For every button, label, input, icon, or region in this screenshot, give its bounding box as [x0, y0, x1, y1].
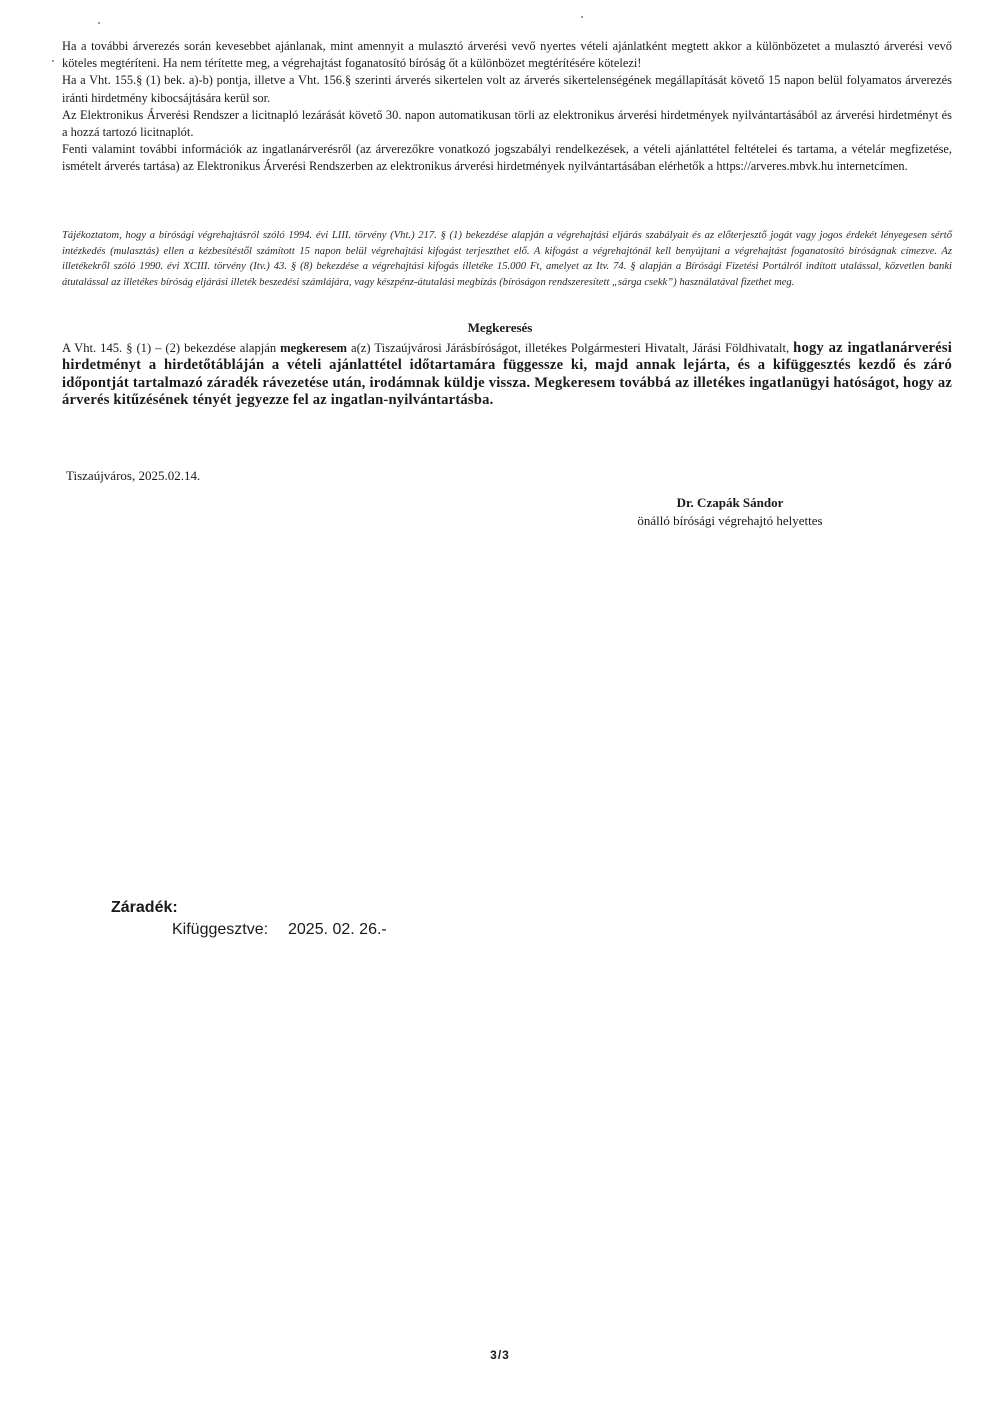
- request-text: A Vht. 145. § (1) – (2) bekezdése alapján: [62, 341, 281, 355]
- signer-title: önálló bírósági végrehajtó helyettes: [637, 513, 823, 528]
- clause-value: 2025. 02. 26.-: [288, 921, 387, 938]
- page-number: 3/3: [490, 1348, 510, 1362]
- intro-paragraph: Fenti valamint további információk az ingatlanárverésről (az árverezőkre vonatkozó jogszabályi rendelkezések, a vételi ajánlattétel feltételei és tartama, a vételár megfizetése, ismételt árverés tartása) az Elektronikus Árverési Rendszerben az elektronikus árverési hirdetmények nyilvántartásában elérhetők a https://arveres.mbvk.hu internetcímen.: [62, 142, 952, 174]
- scan-speck: [52, 60, 54, 62]
- clause-label: Kifüggesztve:: [172, 921, 269, 938]
- intro-paragraph: Ha a Vht. 155.§ (1) bek. a)-b) pontja, illetve a Vht. 156.§ szerinti árverés sikertelen volt az árverés sikertelenségének megállapítását követő 15 napon belül folyamatos árverezés iránti hirdetmény kibocsájtására kerül sor.: [62, 73, 952, 105]
- scan-speck: [98, 22, 100, 24]
- request-bold-text: hogy az ingatlanárverési hirdetményt a hirdetőtábláján a vételi ajánlattétel időtartamára függessze ki, majd annak lejárta, és a kifüggesztés kezdő és záró időpontját tartalmazó záradék rávezetése után, irodámnak küldje vissza. Megkeresem továbbá az illetékes ingatlanügyi hatóságot, hogy az árverés kitűzésének tényét jegyezze fel az ingatlan-nyilvántartásba.: [62, 340, 952, 409]
- request-paragraph: [62, 340, 952, 410]
- request-text: a(z) Tiszaújvárosi Járásbíróságot, illetékes Polgármesteri Hivatalt, Járási Földhivatalt,: [347, 341, 794, 355]
- clause-row: [172, 921, 387, 939]
- place-date: Tiszaújváros, 2025.02.14.: [66, 468, 201, 483]
- signature-block: [600, 494, 860, 530]
- request-heading: Megkeresés: [467, 320, 533, 335]
- intro-paragraph: Az Elektronikus Árverési Rendszer a licitnapló lezárását követő 30. napon automatikusan törli az elektronikus árverési hirdetmények nyilvántartásából az árverési hirdetményt és a hozzá tartozó licitnaplót.: [62, 107, 952, 140]
- intro-text: [62, 38, 952, 176]
- intro-paragraph: Ha a további árverezés során kevesebbet ajánlanak, mint amennyit a mulasztó árverési vevő nyertes vételi ajánlatként megtett akkor a különbözetet a mulasztó árverési vevő köteles megtéríteni. Ha nem térítette meg, a végrehajtást foganatosító bíróság őt a különbözet megtérítésére kötelezi!: [62, 39, 952, 71]
- scan-speck: [581, 16, 583, 18]
- request-verb: megkeresem: [280, 341, 348, 355]
- legal-notice: Tájékoztatom, hogy a bírósági végrehajtásról szóló 1994. évi LIII. törvény (Vht.) 217. § (1) bekezdése alapján a végrehajtási eljárás szabályait és az előterjesztő jogát vagy jogos érdekét lényegesen sértő intézkedés (mulasztás) ellen a kézbesítéstől számított 15 napon belül végrehajtási kifogást terjeszthet elő. A kifogást a végrehajtónál kell benyújtani a végrehajtást foganatosító bíróságnak címezve. Az illetékekről szóló 1990. évi XCIII. törvény (Itv.) 43. § (8) bekezdése a végrehajtási kifogás illetéke 15.000 Ft, amelyet az Itv. 74. § alapján a Bírósági Fizetési Portálról indított utalással, közvetlen banki átutalással az illetékes bíróság eljárási illeték beszedési számlájára, vagy készpénz-átutalási megbízás (bíróságon rendszeresített „sárga csekk”) használatával fizethet meg.: [62, 230, 952, 288]
- clause-title: Záradék:: [111, 899, 178, 916]
- signer-name: Dr. Czapák Sándor: [676, 495, 784, 510]
